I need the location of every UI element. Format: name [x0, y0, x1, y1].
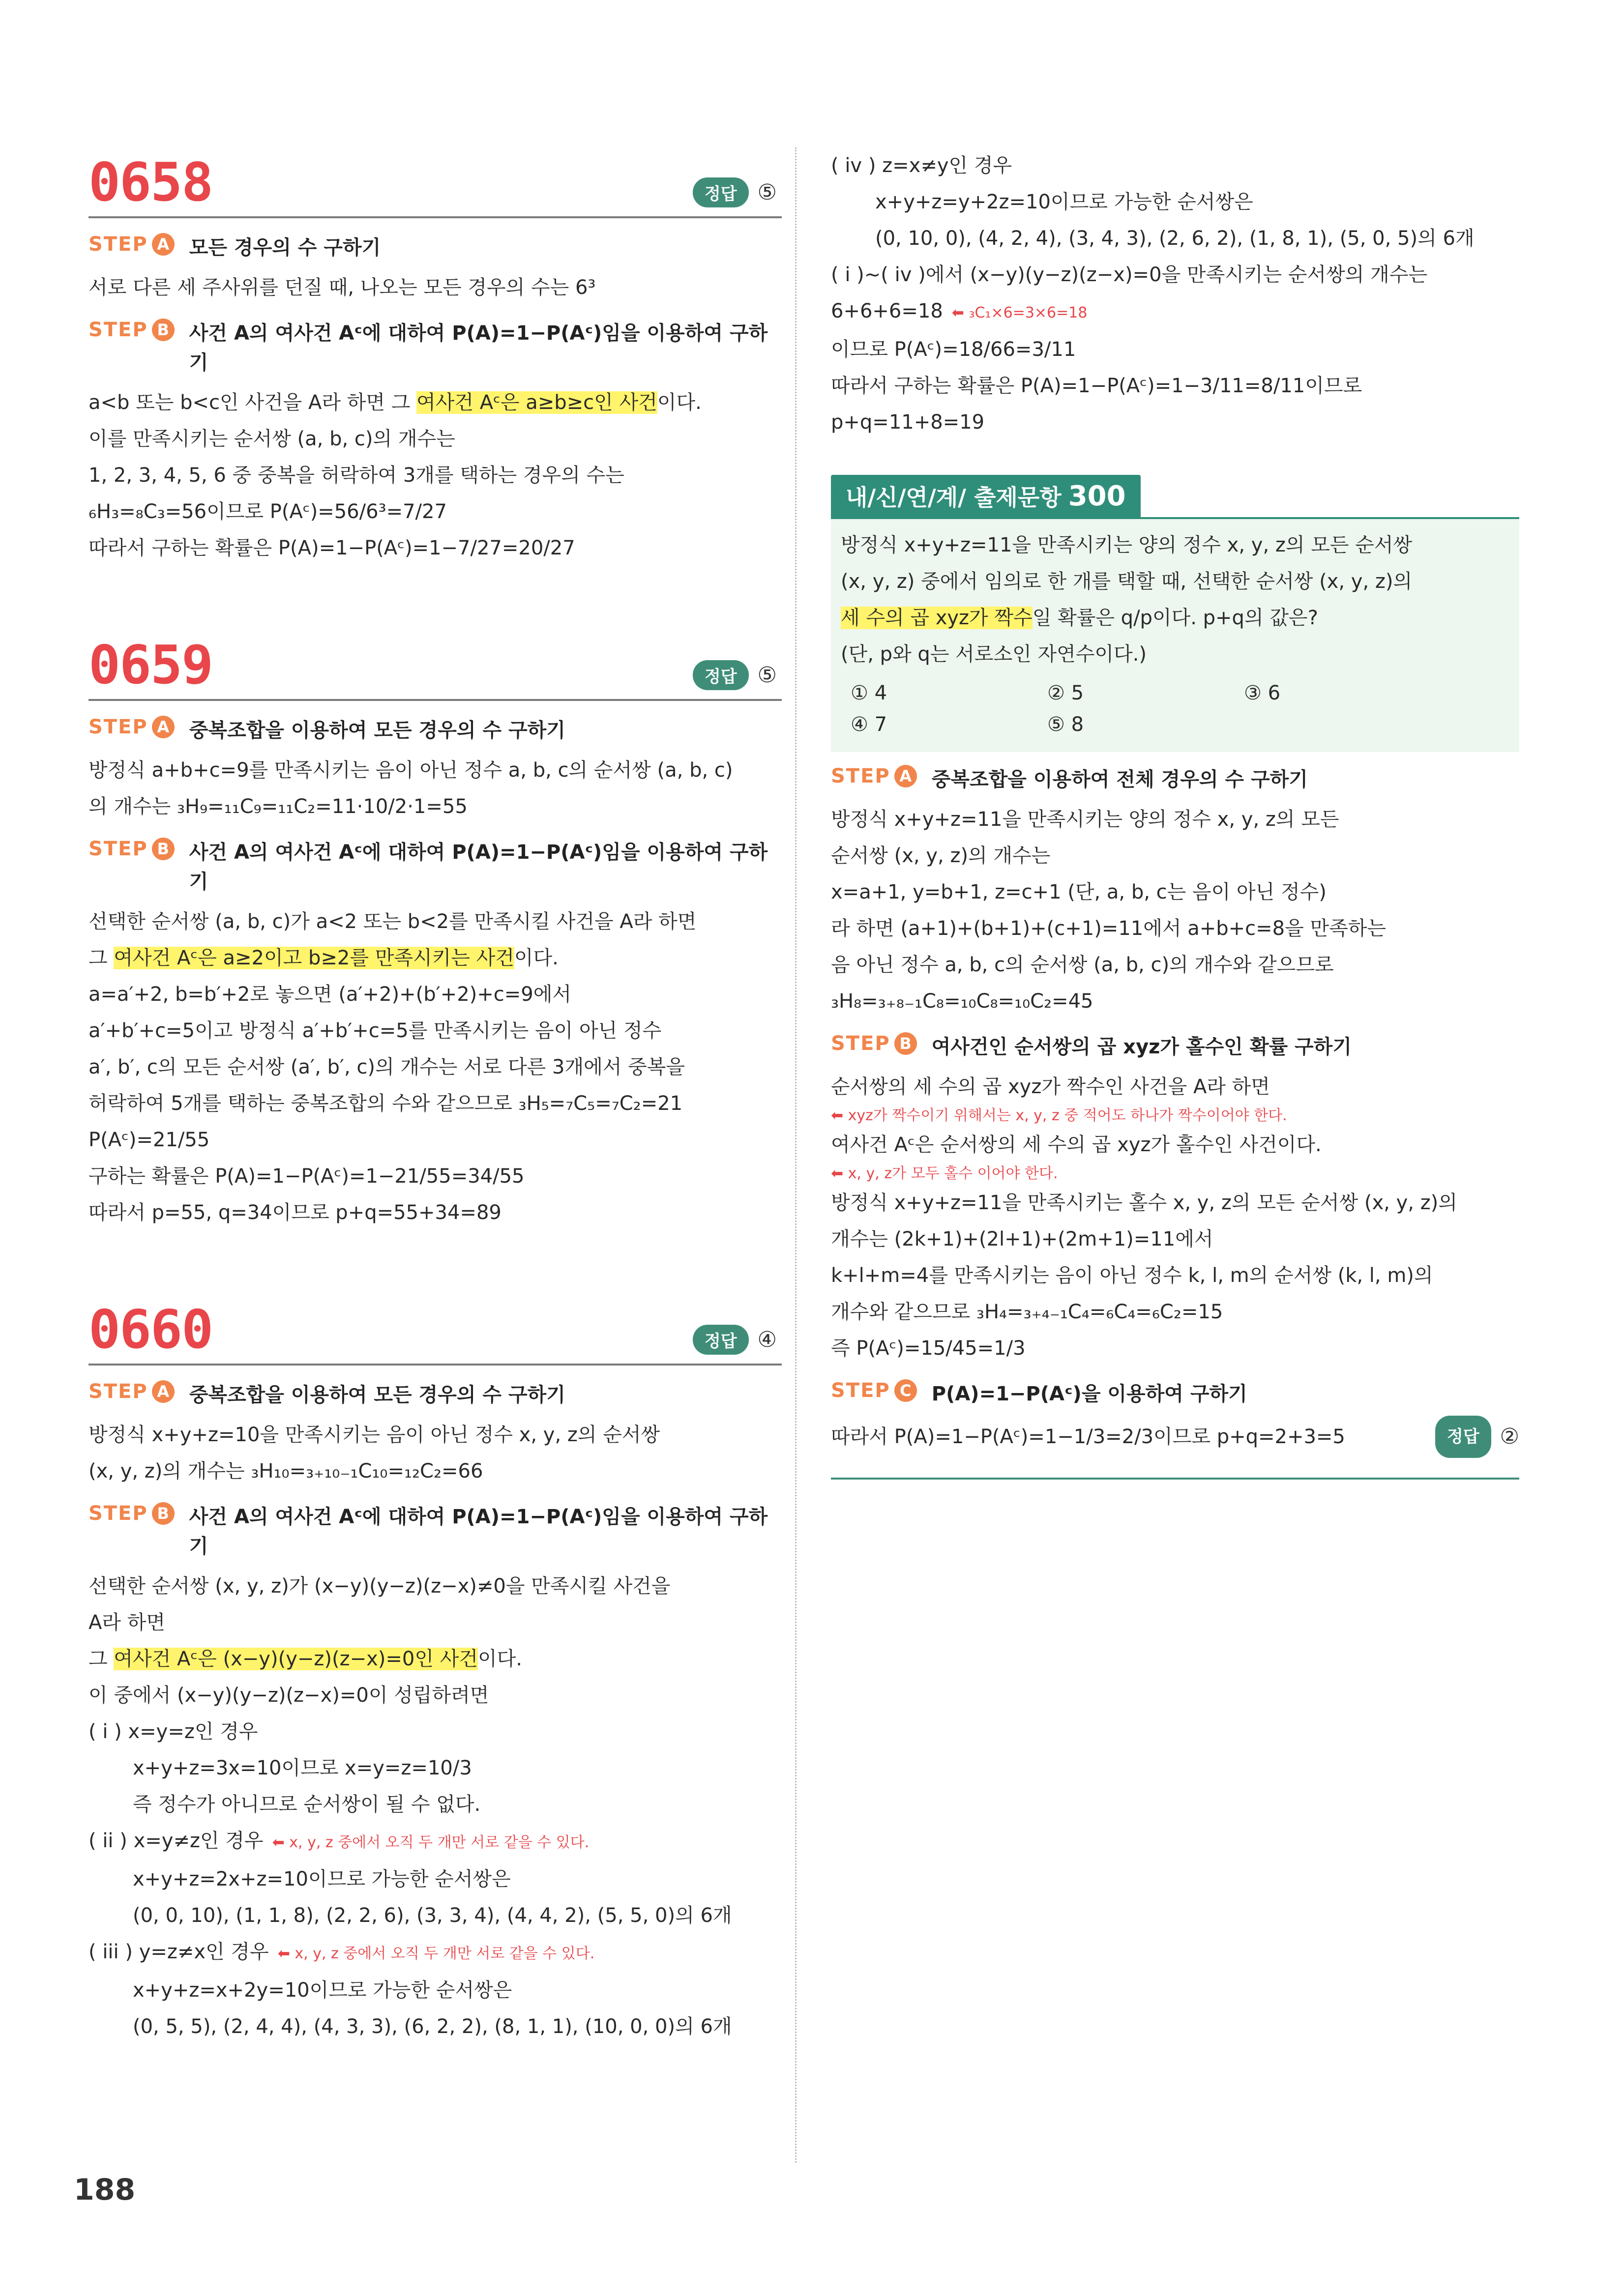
text-line: x=a+1, y=b+1, z=c+1 (단, a, b, c는 음이 아닌 정수)	[831, 881, 1327, 903]
answer-label: 정답	[693, 660, 749, 690]
step-a	[89, 716, 782, 745]
divider	[831, 1478, 1519, 1480]
note: ⬅ x, y, z가 모두 홀수 이어야 한다.	[831, 1165, 1058, 1182]
text-line: 이므로 P(Aᶜ)=18/66=3/11	[831, 338, 1076, 361]
step-a	[831, 765, 1519, 794]
text-line: (x, y, z)의 개수는 ₃H₁₀=₃₊₁₀₋₁C₁₀=₁₂C₂=66	[89, 1460, 483, 1482]
problem-header	[89, 1295, 782, 1366]
step-badge: STEP B	[89, 1502, 175, 1525]
case-label: ( iii ) y=z≠x인 경우 ⬅ x, y, z 중에서 오직 두 개만 서로 같을 수 있다.	[89, 1941, 595, 1963]
step-title: 중복조합을 이용하여 전체 경우의 수 구하기	[931, 768, 1308, 791]
text-line: 이 중에서 (x−y)(y−z)(z−x)=0이 성립하려면	[89, 1684, 489, 1707]
step-a	[89, 233, 782, 262]
problem-header	[89, 147, 782, 218]
text-line: (0, 5, 5), (2, 4, 4), (4, 3, 3), (6, 2, 2), (8, 1, 1), (10, 0, 0)의 6개	[133, 2015, 732, 2038]
problem-number: 0658	[89, 152, 213, 213]
left-column	[89, 147, 782, 2109]
answer-tag	[1435, 1416, 1519, 1458]
step-a	[89, 1380, 782, 1410]
step-badge: STEP B	[831, 1032, 917, 1055]
answer-value: ⑤	[757, 180, 777, 205]
text-line: 세 수의 곱 xyz가 짝수일 확률은 q/p이다. p+q의 값은?	[841, 607, 1318, 629]
text-line: 음 아닌 정수 a, b, c의 순서쌍 (a, b, c)의 개수와 같으므로	[831, 954, 1334, 976]
right-column	[831, 147, 1519, 1480]
answer-tag	[693, 177, 777, 207]
text-line: x+y+z=x+2y=10이므로 가능한 순서쌍은	[133, 1979, 512, 2002]
text-line: 6+6+6=18 ⬅ ₃C₁×6=3×6=18	[831, 300, 1088, 322]
text-line: 구하는 확률은 P(A)=1−P(Aᶜ)=1−21/55=34/55	[89, 1165, 525, 1188]
text-line: a′+b′+c=5이고 방정식 a′+b′+c=5를 만족시키는 음이 아닌 정수	[89, 1019, 662, 1042]
text-line: (x, y, z) 중에서 임의로 한 개를 택할 때, 선택한 순서쌍 (x, y, z)의	[841, 570, 1413, 593]
text-line: 허락하여 5개를 택하는 중복조합의 수와 같으므로 ₃H₅=₇C₅=₇C₂=21	[89, 1092, 683, 1115]
text-line: 여사건 Aᶜ은 순서쌍의 세 수의 곱 xyz가 홀수인 사건이다.	[831, 1133, 1322, 1156]
answer-tag	[693, 660, 777, 690]
text-line: 의 개수는 ₃H₉=₁₁C₉=₁₁C₂=11·10/2·1=55	[89, 795, 468, 818]
problem-header	[89, 630, 782, 701]
text-line: 서로 다른 세 주사위를 던질 때, 나오는 모든 경우의 수는 6³	[89, 276, 596, 299]
highlight: 여사건 Aᶜ은 a≥b≥c인 사건	[416, 391, 657, 414]
step-b	[89, 838, 782, 897]
note: ⬅ x, y, z 중에서 오직 두 개만 서로 같을 수 있다.	[277, 1945, 595, 1962]
choice-2: ② 5	[1047, 682, 1084, 704]
choice-1: ① 4	[851, 682, 887, 704]
step-title: 사건 A의 여사건 Aᶜ에 대하여 P(A)=1−P(Aᶜ)임을 이용하여 구하기	[189, 1506, 768, 1558]
choices	[841, 677, 1509, 740]
answer-value: ⑤	[757, 663, 777, 688]
text-line: a′, b′, c의 모든 순서쌍 (a′, b′, c)의 개수는 서로 다른 3개에서 중복을	[89, 1056, 685, 1078]
problem-number: 0660	[89, 1299, 213, 1361]
choice-3: ③ 6	[1244, 682, 1281, 704]
highlight: 여사건 Aᶜ은 a≥2이고 b≥2를 만족시키는 사건	[114, 947, 514, 969]
text-line: 방정식 x+y+z=11을 만족시키는 양의 정수 x, y, z의 모든 순서쌍	[841, 534, 1413, 556]
text-line: x+y+z=3x=10이므로 x=y=z=10/3	[133, 1757, 472, 1779]
step-b	[831, 1032, 1519, 1062]
answer-label: 정답	[693, 1325, 749, 1355]
step-badge: STEP A	[89, 716, 175, 738]
naesin-linked-problem	[831, 475, 1519, 1480]
highlight: 여사건 Aᶜ은 (x−y)(y−z)(z−x)=0인 사건	[114, 1648, 478, 1670]
problem-number: 0659	[89, 635, 213, 696]
step-c	[831, 1379, 1519, 1409]
step-title: P(A)=1−P(Aᶜ)을 이용하여 구하기	[931, 1383, 1247, 1405]
text-line: (0, 0, 10), (1, 1, 8), (2, 2, 6), (3, 3, 4), (4, 4, 2), (5, 5, 0)의 6개	[133, 1904, 732, 1927]
problem-0659	[89, 630, 782, 1231]
text-line: p+q=11+8=19	[831, 411, 985, 434]
text-line: P(Aᶜ)=21/55	[89, 1129, 210, 1151]
text-line: x+y+z=2x+z=10이므로 가능한 순서쌍은	[133, 1868, 511, 1890]
step-title: 사건 A의 여사건 Aᶜ에 대하여 P(A)=1−P(Aᶜ)임을 이용하여 구하기	[189, 322, 768, 374]
note: ⬅ xyz가 짝수이기 위해서는 x, y, z 중 적어도 하나가 짝수이어야 한다.	[831, 1107, 1287, 1124]
step-title: 여사건인 순서쌍의 곱 xyz가 홀수인 확률 구하기	[931, 1036, 1352, 1058]
text-line: (0, 10, 0), (4, 2, 4), (3, 4, 3), (2, 6, 2), (1, 8, 1), (5, 0, 5)의 6개	[875, 227, 1475, 250]
answer-label: 정답	[693, 177, 749, 207]
text-line: 이를 만족시키는 순서쌍 (a, b, c)의 개수는	[89, 428, 455, 450]
answer-value: ④	[757, 1327, 777, 1352]
text-line: ( i )~( iv )에서 (x−y)(y−z)(z−x)=0을 만족시키는 순서쌍의 개수는	[831, 263, 1427, 286]
step-title: 중복조합을 이용하여 모든 경우의 수 구하기	[189, 719, 565, 742]
text-line: 선택한 순서쌍 (a, b, c)가 a<2 또는 b<2를 만족시킬 사건을 A라 하면	[89, 910, 697, 933]
text-line: 순서쌍의 세 수의 곱 xyz가 짝수인 사건을 A라 하면	[831, 1075, 1270, 1098]
text-line: 개수와 같으므로 ₃H₄=₃₊₄₋₁C₄=₆C₄=₆C₂=15	[831, 1301, 1223, 1323]
step-badge: STEP B	[89, 838, 175, 860]
text-line: k+l+m=4를 만족시키는 음이 아닌 정수 k, l, m의 순서쌍 (k, l, m)의	[831, 1264, 1433, 1287]
text-line: 따라서 구하는 확률은 P(A)=1−P(Aᶜ)=1−3/11=8/11이므로	[831, 375, 1362, 397]
answer-label: 정답	[1435, 1416, 1491, 1458]
text-line: x+y+z=y+2z=10이므로 가능한 순서쌍은	[875, 191, 1253, 213]
text-line: 방정식 x+y+z=10을 만족시키는 음이 아닌 정수 x, y, z의 순서쌍	[89, 1424, 660, 1446]
step-title: 중복조합을 이용하여 모든 경우의 수 구하기	[189, 1384, 565, 1406]
page-number: 188	[74, 2173, 136, 2207]
note: ⬅ ₃C₁×6=3×6=18	[951, 304, 1088, 321]
column-divider	[795, 147, 797, 2163]
text-line: ₆H₃=₈C₃=56이므로 P(Aᶜ)=56/6³=7/27	[89, 500, 447, 523]
step-title: 모든 경우의 수 구하기	[189, 236, 381, 259]
problem-0660	[89, 1295, 782, 2045]
text-line: 방정식 x+y+z=11을 만족시키는 홀수 x, y, z의 모든 순서쌍 (x, y, z)의	[831, 1192, 1457, 1214]
step-badge: STEP C	[831, 1379, 917, 1402]
naesin-header: 내/신/연/계/ 출제문항 300	[831, 475, 1141, 517]
text-line: 라 하면 (a+1)+(b+1)+(c+1)=11에서 a+b+c=8을 만족하는	[831, 917, 1387, 940]
choice-4: ④ 7	[851, 713, 887, 736]
text-line: 즉 정수가 아니므로 순서쌍이 될 수 없다.	[133, 1793, 481, 1816]
choice-5: ⑤ 8	[1047, 713, 1084, 736]
text-line: 선택한 순서쌍 (x, y, z)가 (x−y)(y−z)(z−x)≠0을 만족시킬 사건을	[89, 1575, 671, 1598]
step-badge: STEP A	[89, 1380, 175, 1403]
note: ⬅ x, y, z 중에서 오직 두 개만 서로 같을 수 있다.	[272, 1834, 590, 1851]
text-line: 순서쌍 (x, y, z)의 개수는	[831, 844, 1051, 867]
text-line: ₃H₈=₃₊₈₋₁C₈=₁₀C₈=₁₀C₂=45	[831, 990, 1093, 1013]
text-line: (단, p와 q는 서로소인 자연수이다.)	[841, 643, 1147, 666]
naesin-question	[831, 519, 1519, 752]
answer-tag	[693, 1325, 777, 1355]
text-line: 따라서 p=55, q=34이므로 p+q=55+34=89	[89, 1201, 502, 1224]
text-line: 즉 P(Aᶜ)=15/45=1/3	[831, 1337, 1026, 1360]
step-badge: STEP A	[831, 765, 917, 787]
text-line: 방정식 a+b+c=9를 만족시키는 음이 아닌 정수 a, b, c의 순서쌍 (a, b, c)	[89, 759, 733, 782]
step-title: 사건 A의 여사건 Aᶜ에 대하여 P(A)=1−P(Aᶜ)임을 이용하여 구하기	[189, 841, 768, 893]
text-line: 방정식 x+y+z=11을 만족시키는 양의 정수 x, y, z의 모든	[831, 808, 1339, 831]
text-line: 따라서 구하는 확률은 P(A)=1−P(Aᶜ)=1−7/27=20/27	[89, 537, 575, 559]
case-label: ( iv ) z=x≠y인 경우	[831, 154, 1012, 177]
text-line: a=a′+2, b=b′+2로 놓으면 (a′+2)+(b′+2)+c=9에서	[89, 983, 572, 1006]
step-b	[89, 319, 782, 378]
answer-value: ②	[1500, 1424, 1519, 1449]
problem-0658	[89, 147, 782, 566]
text-line: A라 하면	[89, 1611, 165, 1634]
step-badge: STEP A	[89, 233, 175, 256]
step-badge: STEP B	[89, 319, 175, 341]
highlight: 세 수의 곱 xyz가 짝수	[841, 607, 1033, 629]
text-line: 1, 2, 3, 4, 5, 6 중 중복을 허락하여 3개를 택하는 경우의 수는	[89, 464, 624, 487]
text-line: 그 여사건 Aᶜ은 a≥2이고 b≥2를 만족시키는 사건이다.	[89, 947, 559, 969]
text-line: 그 여사건 Aᶜ은 (x−y)(y−z)(z−x)=0인 사건이다.	[89, 1648, 522, 1670]
case-label: ( i ) x=y=z인 경우	[89, 1720, 258, 1743]
text-line: 따라서 P(A)=1−P(Aᶜ)=1−1/3=2/3이므로 p+q=2+3=5 정답 ②	[831, 1416, 1519, 1458]
text-line: 개수는 (2k+1)+(2l+1)+(2m+1)=11에서	[831, 1228, 1213, 1250]
text-line: a<b 또는 b<c인 사건을 A라 하면 그 여사건 Aᶜ은 a≥b≥c인 사건이다.	[89, 391, 702, 414]
step-b	[89, 1502, 782, 1561]
case-label: ( ii ) x=y≠z인 경우 ⬅ x, y, z 중에서 오직 두 개만 서로 같을 수 있다.	[89, 1830, 590, 1852]
